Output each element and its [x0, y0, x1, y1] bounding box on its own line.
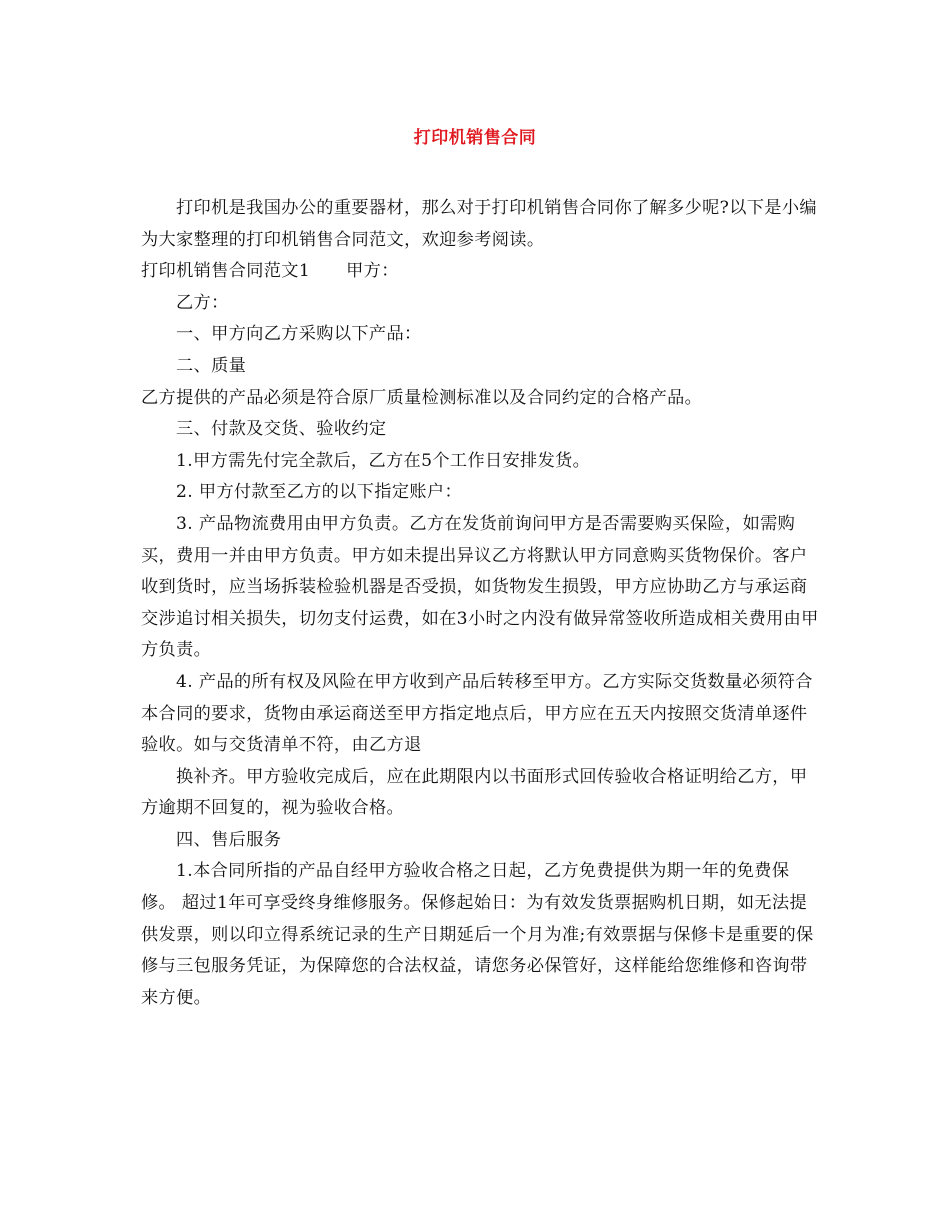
sample-heading-line [141, 256, 821, 288]
clause-3-1: 1.甲方需先付完全款后，乙方在5个工作日安排发货。 [176, 450, 591, 471]
sample-heading: 打印机销售合同范文1 [141, 261, 311, 282]
clause-4-1: 1.本合同所指的产品自经甲方验收合格之日起，乙方免费提供为期一年的免费保修。 超过1年可享受终身维修服务。保修起始日：为有效发货票据购机日期，如无法提供发票，则以印立得系统记录的生产日期延后一个月为准;有效票据与保修卡是重要的保修与三包服务凭证，为保障您的合法权益，请您务必保管好，这样能给您维修和咨询带来方便。 [141, 861, 814, 1008]
quality-paragraph: 乙方提供的产品必须是符合原厂质量检测标准以及合同约定的合格产品。 [141, 387, 703, 408]
party-a-label: 甲方： [346, 261, 399, 282]
clause-3-4: 4. 产品的所有权及风险在甲方收到产品后转移至甲方。乙方实际交货数量必须符合本合同的要求，货物由承运商送至甲方指定地点后，甲方应在五天内按照交货清单逐件验收。如与交货清单不符，由乙方退 [141, 671, 813, 756]
clause-3-2: 2. 甲方付款至乙方的以下指定账户： [176, 482, 462, 503]
section-3-heading: 三、付款及交货、验收约定 [176, 419, 387, 440]
intro-paragraph: 打印机是我国办公的重要器材，那么对于打印机销售合同你了解多少呢?以下是小编为大家整理的打印机销售合同范文，欢迎参考阅读。 [141, 198, 817, 250]
document-body [141, 193, 821, 1014]
section-2-heading: 二、质量 [176, 355, 247, 376]
clause-3-3: 3. 产品物流费用由甲方负责。乙方在发货前询问甲方是否需要购买保险，如需购买，费用一并由甲方负责。甲方如未提出异议乙方将默认甲方同意购买货物保价。客户收到货时，应当场拆装检验机器是否受损，如货物发生损毁，甲方应协助乙方与承运商交涉追讨相关损失，切勿支付运费，如在3小时之内没有做异常签收所造成相关费用由甲方负责。 [141, 513, 819, 661]
document-title: 打印机销售合同 [413, 128, 537, 148]
clause-3-4-continued: 换补齐。甲方验收完成后，应在此期限内以书面形式回传验收合格证明给乙方，甲方逾期不回复的，视为验收合格。 [141, 766, 808, 819]
section-4-heading: 四、售后服务 [176, 829, 282, 850]
party-b-label: 乙方： [176, 292, 229, 313]
section-1-heading: 一、甲方向乙方采购以下产品： [176, 324, 422, 345]
